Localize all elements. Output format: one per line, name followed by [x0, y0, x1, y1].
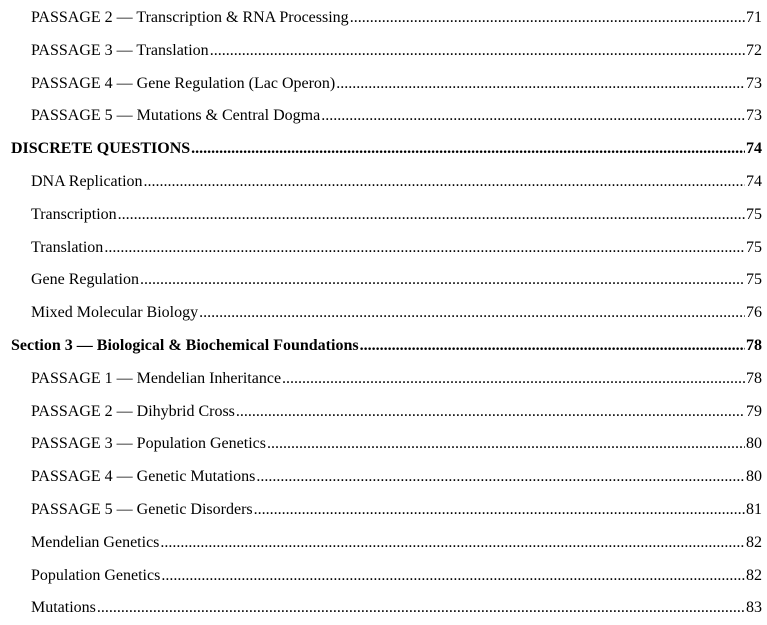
toc-entry[interactable]: [31, 40, 762, 62]
toc-entry-title: PASSAGE 5 — Genetic Disorders: [31, 501, 253, 518]
toc-entry-title: PASSAGE 4 — Genetic Mutations: [31, 468, 256, 485]
toc-dot-leader: [118, 204, 745, 226]
toc-page-number: 73: [746, 75, 762, 92]
toc-dot-leader: [350, 7, 745, 29]
toc-entry[interactable]: [31, 401, 762, 423]
toc-entry-title: Gene Regulation: [31, 271, 139, 288]
toc-entry-title: Mutations: [31, 599, 96, 616]
toc-entry-title: PASSAGE 2 — Dihybrid Cross: [31, 403, 235, 420]
toc-dot-leader: [140, 269, 745, 291]
toc-dot-leader: [256, 466, 745, 488]
toc-entry[interactable]: [31, 433, 762, 455]
toc-entry-title: Transcription: [31, 206, 117, 223]
toc-page-number: 75: [746, 271, 762, 288]
toc-page-number: 81: [746, 501, 762, 518]
toc-dot-leader: [161, 565, 745, 587]
toc-entry[interactable]: [31, 499, 762, 521]
toc-entry[interactable]: [31, 532, 762, 554]
toc-dot-leader: [321, 105, 745, 127]
toc-dot-leader: [360, 335, 745, 357]
toc-entry-title: Population Genetics: [31, 567, 161, 584]
toc-entry[interactable]: [31, 269, 762, 291]
toc-section-heading[interactable]: [11, 138, 762, 160]
toc-entry-title: PASSAGE 2 — Transcription & RNA Processing: [31, 9, 349, 26]
toc-entry[interactable]: [31, 73, 762, 95]
toc-entry-title: Translation: [31, 239, 104, 256]
toc-entry-title: Mendelian Genetics: [31, 534, 160, 551]
toc-dot-leader: [254, 499, 745, 521]
toc-dot-leader: [144, 171, 745, 193]
toc-entry[interactable]: [31, 302, 762, 324]
toc-dot-leader: [199, 302, 745, 324]
toc-page-number: 80: [746, 435, 762, 452]
toc-dot-leader: [97, 597, 745, 619]
toc-entry[interactable]: [31, 237, 762, 259]
toc-entry[interactable]: [31, 171, 762, 193]
toc-entry[interactable]: [31, 466, 762, 488]
toc-entry-title: DNA Replication: [31, 173, 143, 190]
toc-entry[interactable]: [31, 204, 762, 226]
toc-page-number: 76: [746, 304, 762, 321]
toc-entry[interactable]: [31, 7, 762, 29]
toc-entry-title: PASSAGE 1 — Mendelian Inheritance: [31, 370, 282, 387]
toc-page-number: 83: [746, 599, 762, 616]
toc-page-number: 82: [746, 567, 762, 584]
toc-page-number: 80: [746, 468, 762, 485]
toc-entry[interactable]: [31, 597, 762, 619]
toc-entry-title: PASSAGE 5 — Mutations & Central Dogma: [31, 107, 321, 124]
toc-page-number: 75: [746, 206, 762, 223]
toc-dot-leader: [210, 40, 745, 62]
toc-page-number: 78: [746, 370, 762, 387]
toc-page-number: 82: [746, 534, 762, 551]
toc-dot-leader: [267, 433, 745, 455]
toc-dot-leader: [336, 73, 745, 95]
toc-dot-leader: [282, 368, 745, 390]
toc-page-number: 74: [746, 173, 762, 190]
toc-entry-title: PASSAGE 4 — Gene Regulation (Lac Operon): [31, 75, 336, 92]
toc-page-number: 74: [746, 140, 762, 157]
toc-dot-leader: [236, 401, 745, 423]
toc-entry-title: Section 3 — Biological & Biochemical Foundations: [11, 337, 359, 354]
toc-entry-title: DISCRETE QUESTIONS: [11, 140, 191, 157]
toc-page-number: 73: [746, 107, 762, 124]
toc-page-number: 79: [746, 403, 762, 420]
toc-section-heading[interactable]: [11, 335, 762, 357]
toc-page-number: 71: [746, 9, 762, 26]
toc-entry[interactable]: [31, 105, 762, 127]
toc-dot-leader: [191, 138, 745, 160]
toc-dot-leader: [160, 532, 745, 554]
toc-page-number: 72: [746, 42, 762, 59]
toc-page-number: 78: [746, 337, 762, 354]
toc-page-number: 75: [746, 239, 762, 256]
toc-entry-title: PASSAGE 3 — Translation: [31, 42, 209, 59]
toc-dot-leader: [104, 237, 745, 259]
toc-entry[interactable]: [31, 565, 762, 587]
toc-entry-title: Mixed Molecular Biology: [31, 304, 199, 321]
toc-entry[interactable]: [31, 368, 762, 390]
toc-entry-title: PASSAGE 3 — Population Genetics: [31, 435, 266, 452]
